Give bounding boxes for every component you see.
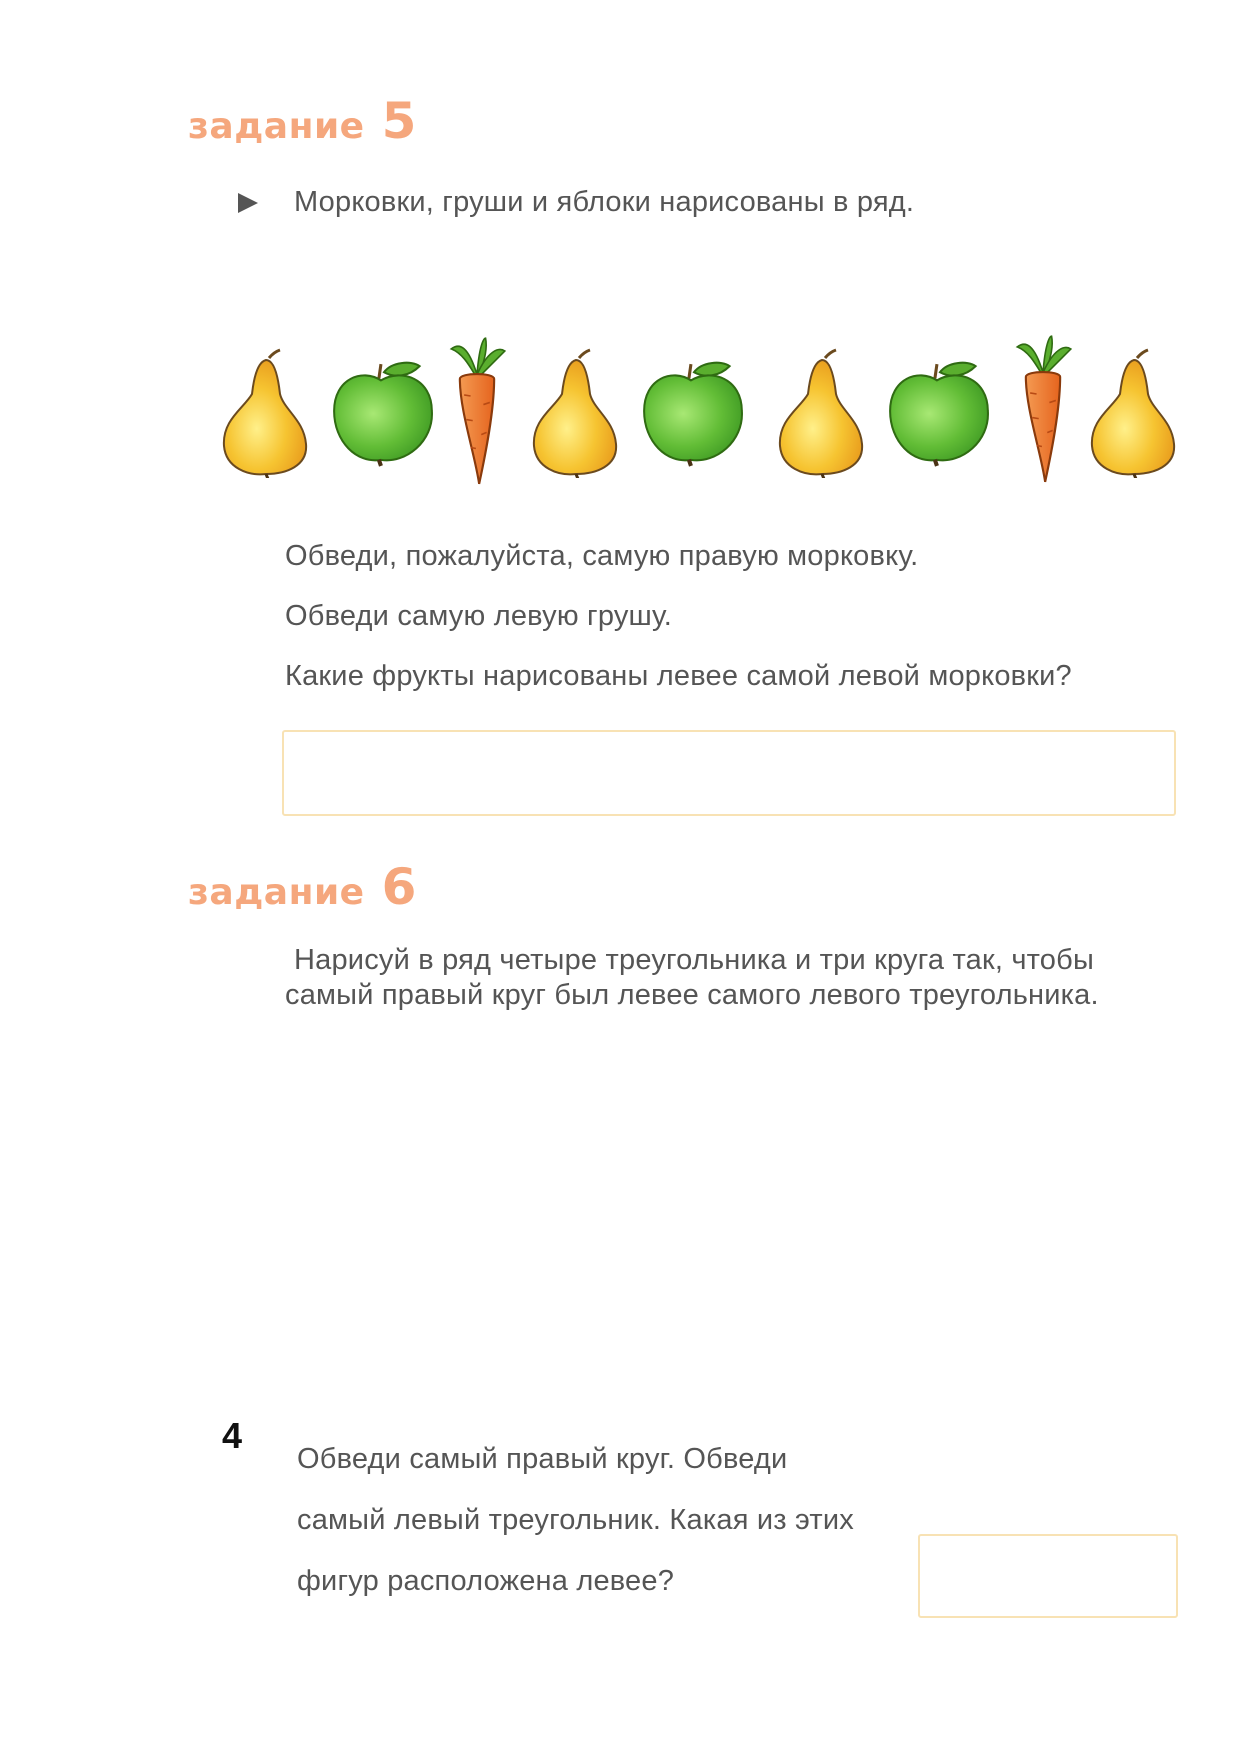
pear-icon <box>224 350 306 479</box>
task4-text-line-1: Обведи самый правый круг. Обведи <box>297 1443 788 1475</box>
apple-icon <box>890 363 988 466</box>
task5-question-1: Обведи, пожалуйста, самую правую морковку. <box>285 540 919 572</box>
task6-text-line-2: самый правый круг был левее самого левого треугольника. <box>285 979 1099 1011</box>
pear-icon <box>780 350 862 479</box>
task5-answer-box[interactable] <box>282 730 1176 816</box>
task6-heading-word: задание <box>188 872 365 913</box>
task4-answer-box[interactable] <box>918 1534 1178 1618</box>
task6-heading <box>188 858 417 916</box>
task5-question-2: Обведи самую левую грушу. <box>285 600 673 632</box>
task6-heading-number: 6 <box>381 858 417 916</box>
task5-intro: Морковки, груши и яблоки нарисованы в ряд. <box>294 186 915 218</box>
task5-heading <box>188 92 417 150</box>
pear-icon <box>1092 350 1174 479</box>
carrot-icon <box>1017 336 1071 482</box>
fruit-row <box>214 330 1184 490</box>
task6-text-line-1: Нарисуй в ряд четыре треугольника и три круга так, чтобы <box>294 944 1094 976</box>
task6-drawing-area[interactable] <box>282 1030 1176 1370</box>
fruit-row-svg <box>214 330 1184 490</box>
apple-icon <box>644 363 742 466</box>
carrot-icon <box>451 338 505 484</box>
apple-icon <box>334 363 432 466</box>
task4-text-line-2: самый левый треугольник. Какая из этих <box>297 1504 854 1536</box>
task5-question-3: Какие фрукты нарисованы левее самой левой морковки? <box>285 660 1072 692</box>
task5-heading-word: задание <box>188 106 365 147</box>
task4-text-line-3: фигур расположена левее? <box>297 1565 675 1597</box>
pear-icon <box>534 350 616 479</box>
task4-number: 4 <box>222 1415 243 1456</box>
task5-heading-number: 5 <box>381 92 417 150</box>
bullet-arrow-icon <box>238 193 258 213</box>
